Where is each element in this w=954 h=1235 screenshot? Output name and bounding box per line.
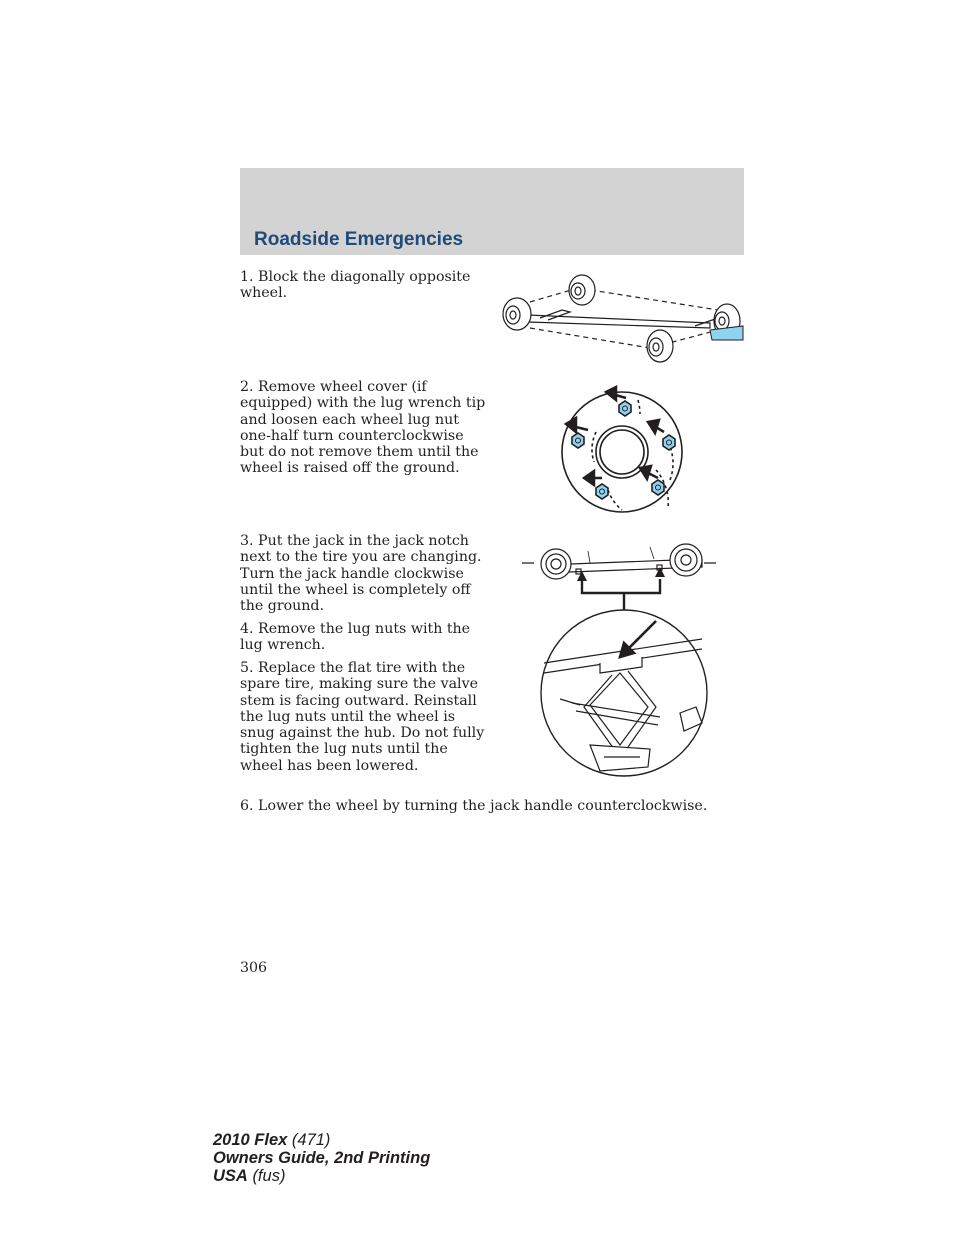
footer (213, 1131, 430, 1185)
wheel-rear-right (647, 330, 673, 362)
lug-nut-4 (596, 484, 608, 499)
jack-placement-illustration (520, 535, 720, 780)
jack-detail (541, 610, 707, 776)
wheel-rear-left (503, 298, 531, 330)
step-4-text: 4. Remove the lug nuts with the lug wrench. (240, 621, 471, 654)
header-band (240, 168, 744, 255)
lug-nut-3 (663, 435, 675, 450)
footer-model-code: (471) (291, 1131, 331, 1149)
section-title: Roadside Emergencies (254, 229, 464, 250)
lug-nut-illustration (558, 380, 694, 520)
footer-model: 2010 Flex (213, 1131, 288, 1149)
block-wheel-illustration (500, 270, 750, 370)
side-wheel-front (670, 544, 702, 576)
footer-guide: Owners Guide, 2nd Printing (213, 1149, 431, 1167)
footer-region: USA (213, 1167, 248, 1185)
lug-nut-5 (652, 480, 664, 495)
step-3-text: 3. Put the jack in the jack notch next to the tire you are changing. Turn the jack handle clockwise until the wheel is completely off the ground. (240, 533, 482, 615)
step-1-text: 1. Block the diagonally opposite wheel. (240, 269, 471, 302)
wheel-front-left (569, 275, 595, 305)
lug-nut-2 (572, 433, 584, 448)
footer-line-1 (213, 1131, 430, 1149)
step-2-text: 2. Remove wheel cover (if equipped) with the lug wrench tip and loosen each wheel lug nut one-half turn counterclockwise but do not remove them until the wheel is raised off the ground. (240, 379, 486, 477)
footer-region-code: (fus) (252, 1167, 286, 1185)
step-6-text: 6. Lower the wheel by turning the jack handle counterclockwise. (240, 798, 708, 814)
page-number: 306 (240, 960, 268, 976)
footer-line-3 (213, 1167, 430, 1185)
step-5-text: 5. Replace the flat tire with the spare tire, making sure the valve stem is facing outward. Reinstall the lug nuts until the wheel is snug against the hub. Do not fully tighten the lug nuts until the wheel has been lowered. (240, 660, 485, 774)
lug-nut-1 (619, 401, 631, 416)
side-wheel-rear (541, 549, 571, 579)
